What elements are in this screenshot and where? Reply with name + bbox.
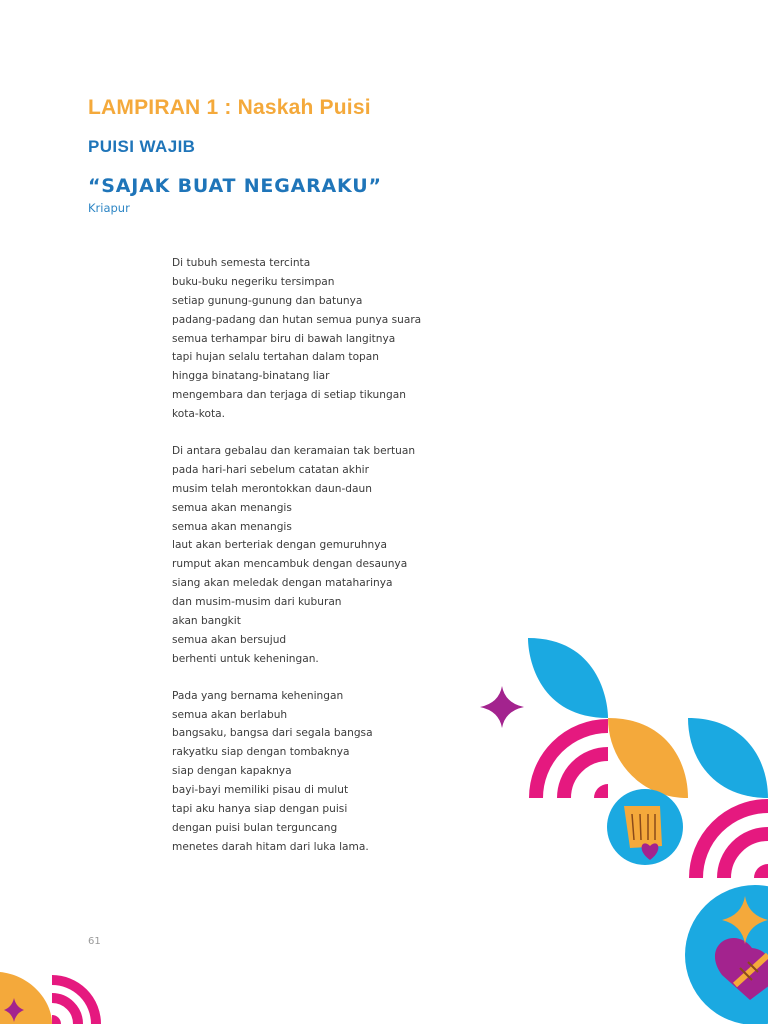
- poem-line: semua akan berlabuh: [172, 708, 288, 721]
- poem-line: dengan puisi bulan terguncang: [172, 821, 338, 834]
- page-heading: LAMPIRAN 1 : Naskah Puisi: [88, 96, 371, 119]
- poem-line: semua akan menangis: [172, 501, 292, 514]
- page-number: 61: [88, 936, 101, 947]
- poem-line: bangsaku, bangsa dari segala bangsa: [172, 727, 373, 740]
- poem-line: kota-kota.: [172, 408, 225, 421]
- poem-line: pada hari-hari sebelum catatan akhir: [172, 463, 369, 476]
- poem-line: rumput akan mencambuk dengan desaunya: [172, 558, 408, 571]
- poem-line: hingga binatang-binatang liar: [172, 370, 330, 383]
- poem-line: Di antara gebalau dan keramaian tak bertuan: [172, 445, 416, 458]
- section-subheading: PUISI WAJIB: [88, 137, 196, 156]
- poem-line: menetes darah hitam dari luka lama.: [172, 840, 369, 853]
- poem-line: semua terhampar biru di bawah langitnya: [172, 332, 396, 345]
- leaf-shape: [688, 718, 768, 798]
- poem-line: berhenti untuk keheningan.: [172, 652, 319, 665]
- poem-line: tapi hujan selalu tertahan dalam topan: [172, 351, 379, 364]
- poem-line: Di tubuh semesta tercinta: [172, 257, 311, 269]
- sparkle-icon: [480, 686, 524, 728]
- poem-title: “SAJAK BUAT NEGARAKU”: [88, 175, 382, 197]
- poem-line: semua akan menangis: [172, 520, 292, 533]
- poem-line: semua akan bersujud: [172, 633, 287, 646]
- poem-line: buku-buku negeriku tersimpan: [172, 275, 335, 288]
- poem-author: Kriapur: [88, 201, 130, 215]
- leaf-shape: [0, 972, 52, 1024]
- poem-line: tapi aku hanya siap dengan puisi: [172, 803, 348, 816]
- poem-line: dan musim-musim dari kuburan: [172, 596, 342, 609]
- poem-line: Pada yang bernama keheningan: [172, 689, 344, 702]
- poem-line: akan bangkit: [172, 615, 241, 628]
- poem-line: bayi-bayi memiliki pisau di mulut: [172, 784, 349, 797]
- poem-line: padang-padang dan hutan semua punya suara: [172, 313, 422, 326]
- poem-line: musim telah merontokkan daun-daun: [172, 482, 372, 495]
- leaf-shape: [608, 718, 688, 798]
- poem-line: siang akan meledak dengan mataharinya: [172, 577, 393, 590]
- poem-line: rakyatku siap dengan tombaknya: [172, 746, 350, 759]
- poem-line: siap dengan kapaknya: [172, 765, 292, 778]
- book-icon: [624, 806, 662, 848]
- poem-line: setiap gunung-gunung dan batunya: [172, 294, 363, 307]
- poem-line: laut akan berteriak dengan gemuruhnya: [172, 539, 388, 552]
- leaf-shape: [528, 638, 608, 718]
- poem-line: mengembara dan terjaga di setiap tikungan: [172, 389, 406, 402]
